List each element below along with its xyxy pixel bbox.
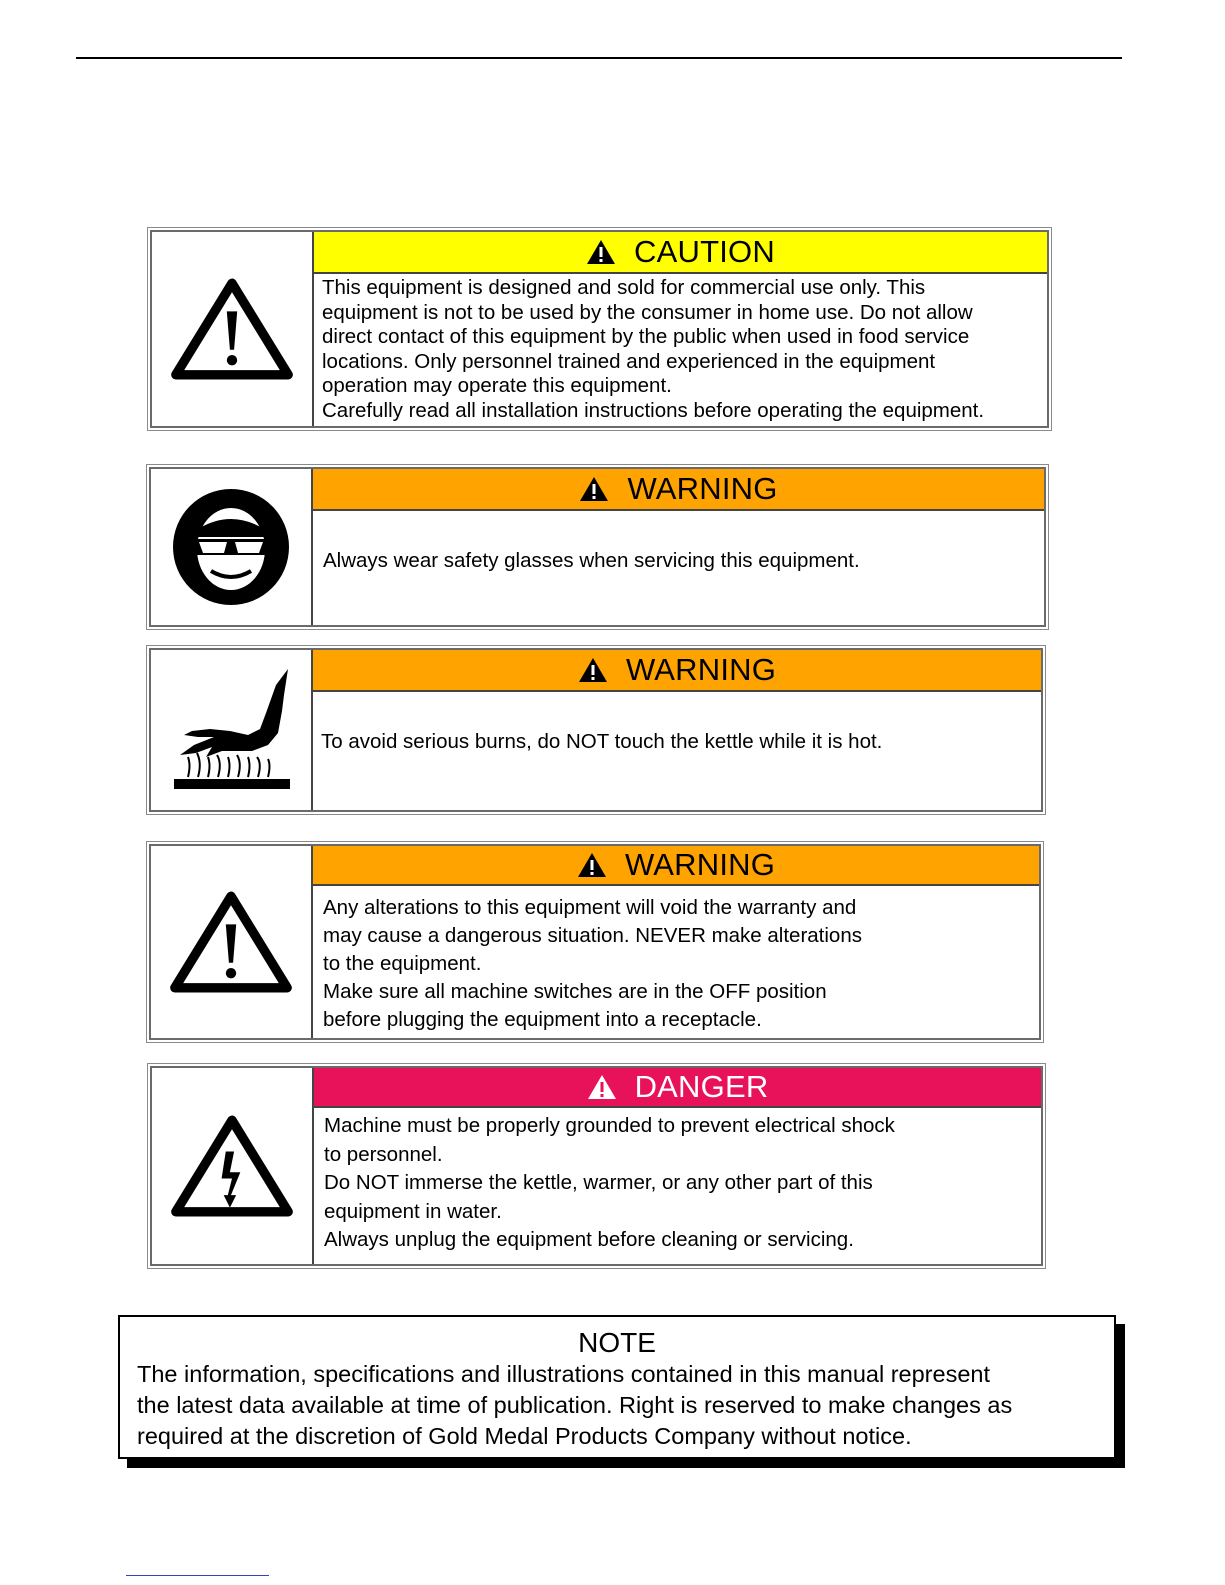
warning-line: may cause a dangerous situation. NEVER make alterations xyxy=(323,924,862,947)
caution-line: direct contact of this equipment by the public when used in food service xyxy=(322,325,970,349)
caution-line: operation may operate this equipment. xyxy=(322,374,672,398)
warning-alterations-body xyxy=(313,886,1039,1038)
general-warning-icon xyxy=(168,890,294,994)
warning-line: Any alterations to this equipment will void the warranty and xyxy=(323,896,857,919)
warning-safety-glasses-label xyxy=(149,467,1046,627)
hot-surface-icon-cell xyxy=(151,650,313,810)
warning-signal-word: WARNING xyxy=(627,471,778,506)
footer-link-underline xyxy=(126,1575,269,1576)
warning-line: Always wear safety glasses when servicing this equipment. xyxy=(323,548,860,572)
warning-line: before plugging the equipment into a receptacle. xyxy=(323,1008,762,1031)
warning-header xyxy=(313,469,1044,511)
note-line: required at the discretion of Gold Medal Products Company without notice. xyxy=(137,1423,912,1449)
danger-label xyxy=(150,1066,1043,1266)
safety-glasses-icon xyxy=(171,487,291,607)
caution-line: locations. Only personnel trained and experienced in the equipment xyxy=(322,349,936,373)
caution-line: Carefully read all installation instructions before operating the equipment. xyxy=(322,398,985,422)
alterations-icon-cell xyxy=(151,846,313,1038)
alert-triangle-icon xyxy=(577,852,607,878)
warning-signal-word: WARNING xyxy=(625,652,777,687)
general-warning-icon xyxy=(169,277,295,381)
danger-line: Always unplug the equipment before cleaning or servicing. xyxy=(324,1228,854,1251)
caution-line: This equipment is designed and sold for commercial use only. This xyxy=(322,276,926,299)
electrical-shock-icon-cell xyxy=(152,1068,314,1264)
caution-header xyxy=(314,232,1047,274)
alert-triangle-icon xyxy=(587,1074,617,1100)
caution-body xyxy=(314,274,1047,426)
note-line: The information, specifications and illustrations contained in this manual represent xyxy=(137,1361,990,1387)
electrical-shock-icon xyxy=(169,1114,295,1218)
warning-header xyxy=(313,650,1041,692)
warning-line: Make sure all machine switches are in the OFF position xyxy=(323,980,827,1003)
danger-line: Machine must be properly grounded to prevent electrical shock xyxy=(324,1114,895,1137)
danger-signal-word: DANGER xyxy=(634,1069,769,1104)
danger-line: equipment in water. xyxy=(324,1199,502,1223)
danger-body xyxy=(314,1108,1041,1264)
caution-line: equipment is not to be used by the consumer in home use. Do not allow xyxy=(322,300,973,324)
warning-burns-body xyxy=(313,692,1041,810)
alert-triangle-icon xyxy=(579,476,609,502)
note-line: the latest data available at time of publication. Right is reserved to make changes as xyxy=(137,1392,1013,1418)
safety-glasses-icon-cell xyxy=(151,469,313,625)
warning-alterations-label xyxy=(149,844,1041,1040)
caution-signal-word: CAUTION xyxy=(634,234,775,269)
top-rule xyxy=(76,57,1122,59)
warning-safety-glasses-body xyxy=(313,511,1044,625)
warning-signal-word: WARNING xyxy=(624,847,776,882)
note-box xyxy=(118,1315,1116,1459)
caution-label xyxy=(150,230,1049,428)
alert-triangle-icon xyxy=(578,657,608,683)
alert-triangle-icon xyxy=(586,239,616,265)
danger-line: to personnel. xyxy=(324,1142,443,1166)
warning-line: to the equipment. xyxy=(323,952,482,975)
caution-icon-cell xyxy=(152,232,314,426)
hot-surface-icon xyxy=(166,665,296,795)
warning-line: To avoid serious burns, do NOT touch the kettle while it is hot. xyxy=(321,729,883,753)
warning-burns-label xyxy=(149,648,1043,812)
danger-header xyxy=(314,1068,1041,1108)
danger-line: Do NOT immerse the kettle, warmer, or any other part of this xyxy=(324,1171,873,1194)
warning-header xyxy=(313,846,1039,886)
note-title: NOTE xyxy=(578,1327,656,1358)
